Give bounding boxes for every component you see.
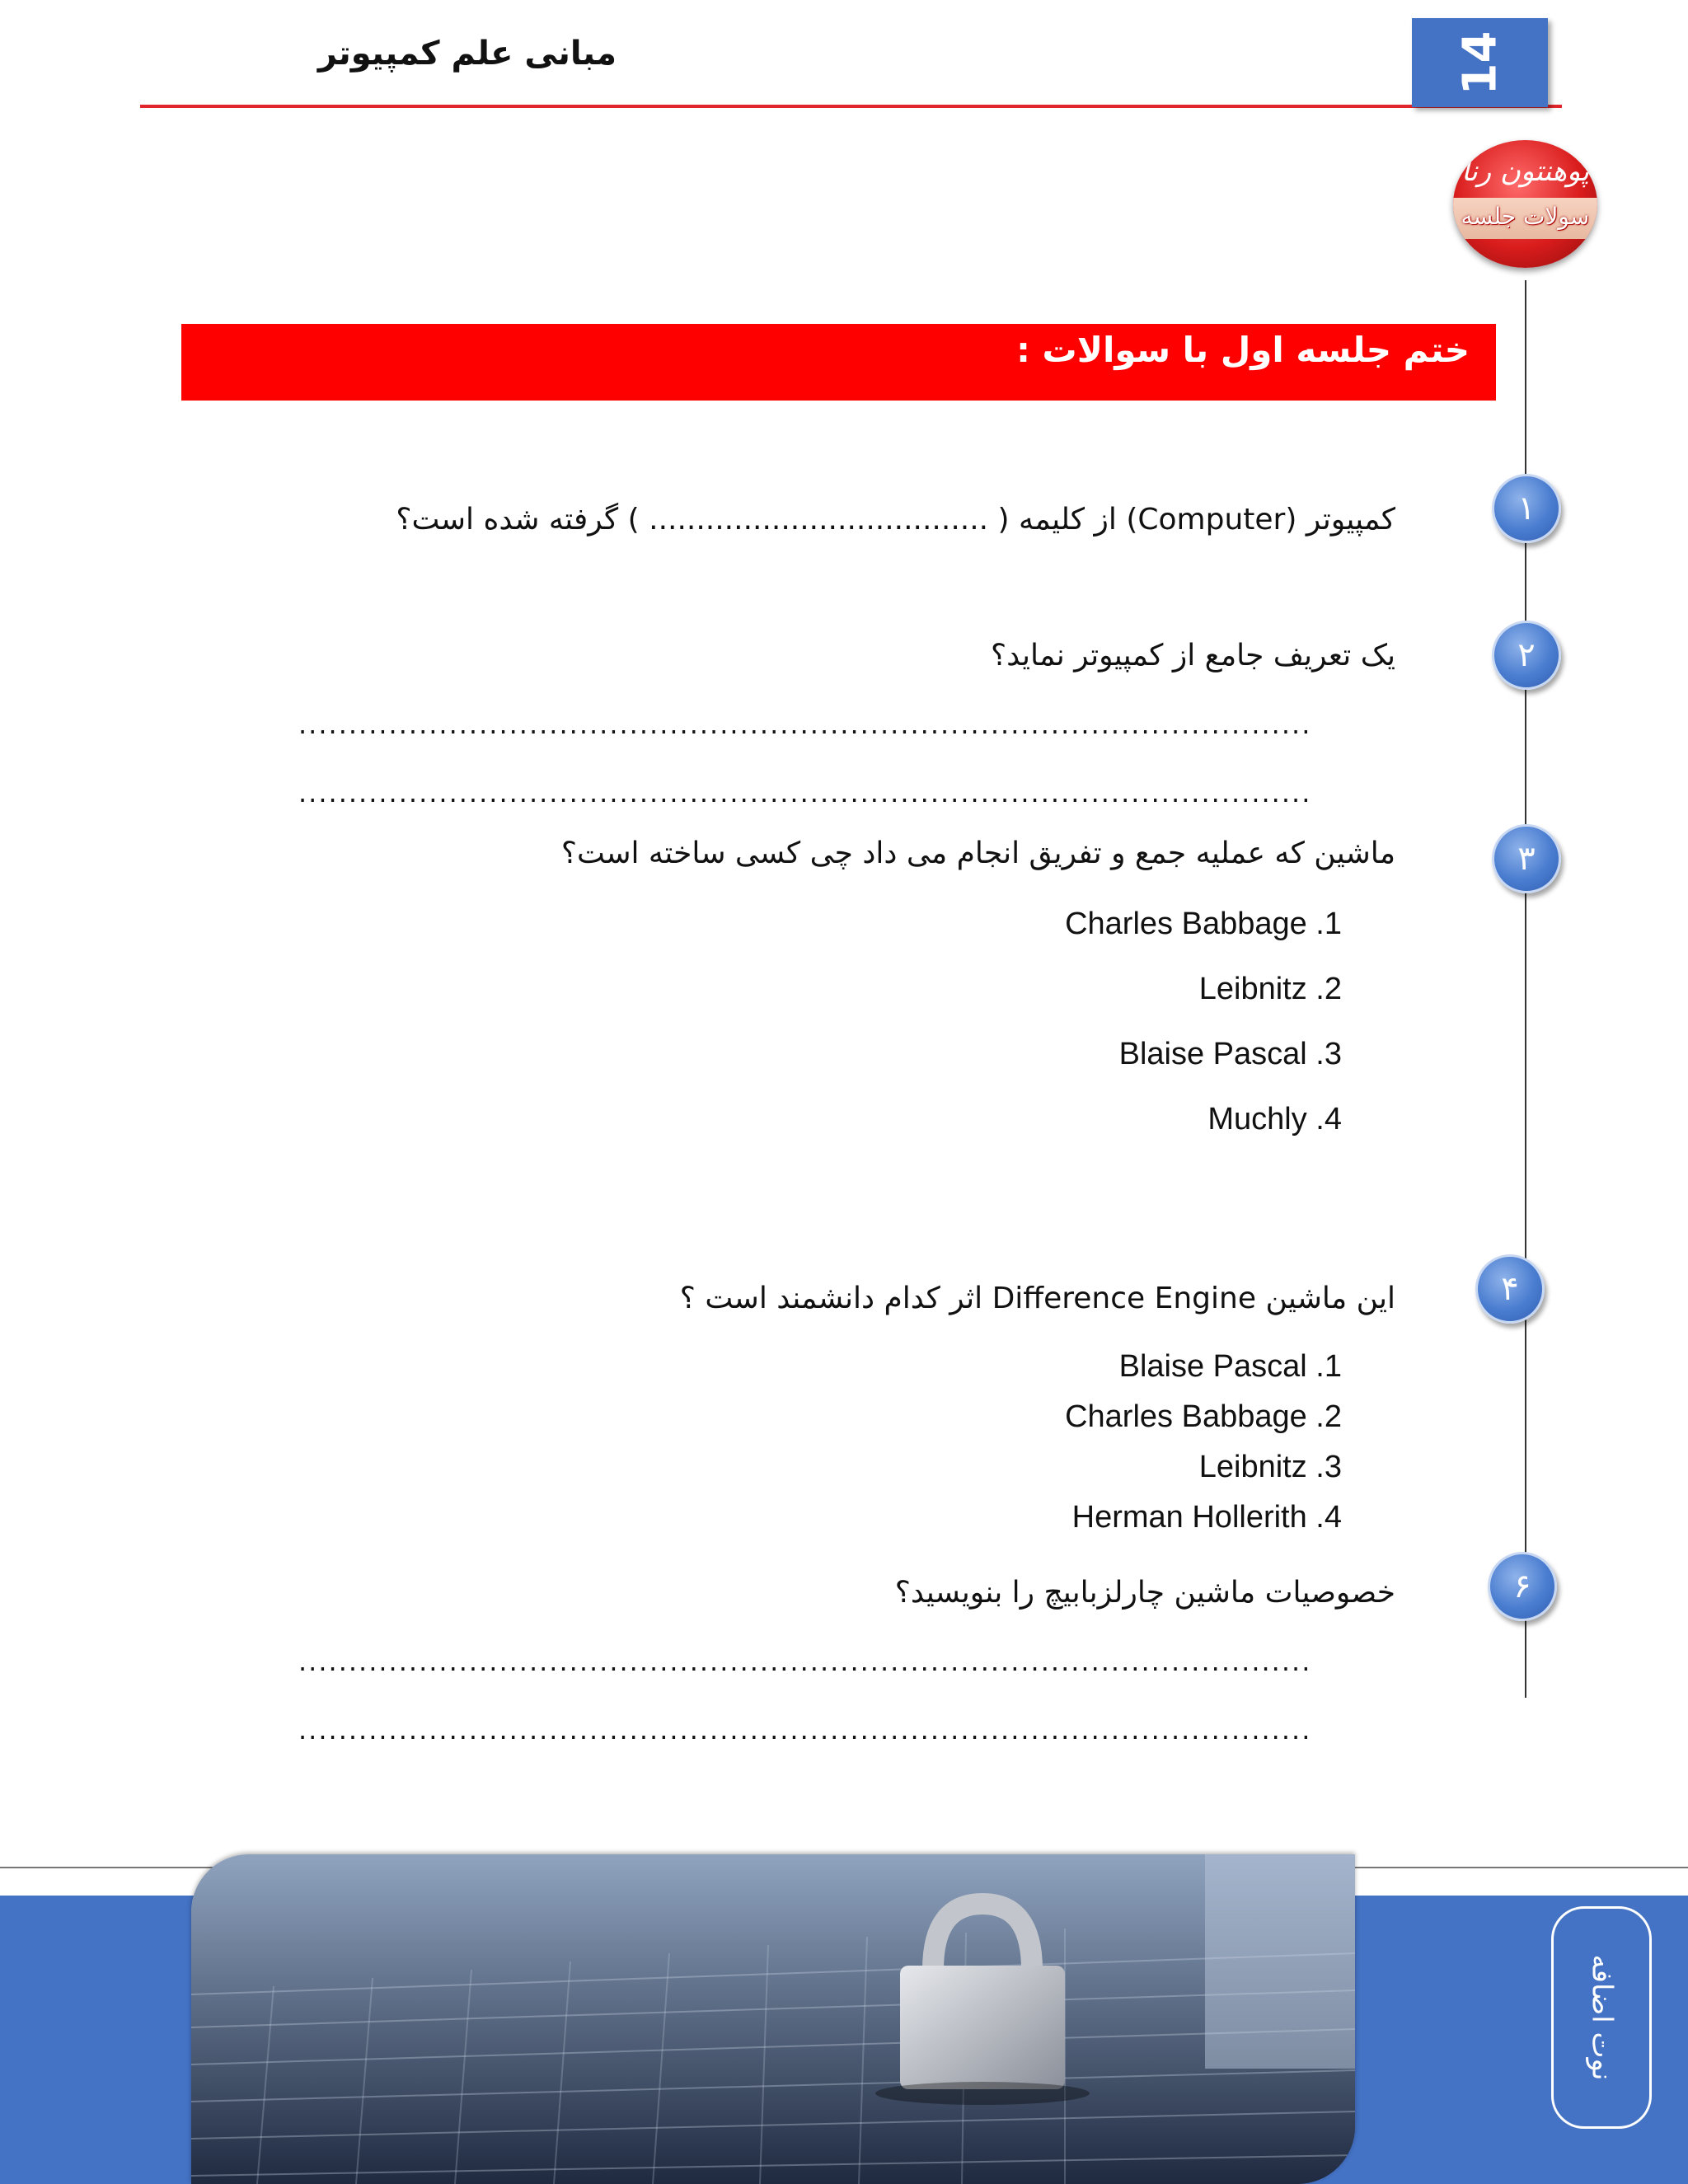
page-number-wrapper [1412,18,1548,107]
padlock-keyboard-image [191,1854,1355,2184]
answer-option: Leibnitz .2 [1198,972,1342,1006]
answer-option: Charles Babbage .2 [1065,1399,1342,1434]
extra-notes-label: نوت اضافه [1585,1954,1618,2081]
answer-line[interactable]: ..................................................................................................... [298,777,1312,808]
section-title: ختم جلسه اول با سوالات : [1016,330,1470,370]
extra-notes-wrapper [1551,1906,1652,2129]
question-number-badge: ۴ [1475,1254,1545,1324]
document-title: مبانی علم کمپیوتر [317,35,617,73]
answer-option: Blaise Pascal .1 [1118,1349,1342,1384]
question-text: ماشین که عملیه جمع و تفریق انجام می داد چی کسی ساخته است؟ [560,837,1395,870]
answer-option: Herman Hollerith .4 [1071,1500,1342,1535]
question-text: خصوصیات ماشین چارلزبابیچ را بنویسید؟ [894,1576,1395,1610]
question-text: یک تعریف جامع از کمپیوتر نماید؟ [990,639,1395,673]
header-rule [140,105,1562,108]
answer-option: Charles Babbage .1 [1065,907,1342,941]
padlock-icon [191,1854,1355,2184]
question-number-badge: ۳ [1492,824,1561,893]
answer-option: Muchly .4 [1207,1102,1342,1137]
question-text: این ماشین Difference Engine اثر کدام دانشمند است ؟ [679,1282,1395,1315]
logo-text-primary: پوهنتون رنا [1461,155,1590,188]
question-text: کمپیوتر (Computer) از کلیمه ( .................................... ) گرفته شده است؟ [396,503,1395,537]
logo-text-secondary: سولات جلسه [1461,203,1590,230]
answer-line[interactable]: ..................................................................................................... [298,1646,1312,1677]
question-number-badge: ۲ [1492,621,1561,690]
answer-option: Leibnitz .3 [1198,1450,1342,1484]
university-logo [1453,140,1597,268]
answer-line[interactable]: ..................................................................................................... [298,1714,1312,1746]
answer-line[interactable]: ..................................................................................................... [298,709,1312,740]
question-number-badge: ۱ [1492,474,1561,543]
question-number-badge: ۶ [1488,1552,1557,1621]
answer-option: Blaise Pascal .3 [1118,1037,1342,1071]
page-number: 14 [1453,30,1507,95]
